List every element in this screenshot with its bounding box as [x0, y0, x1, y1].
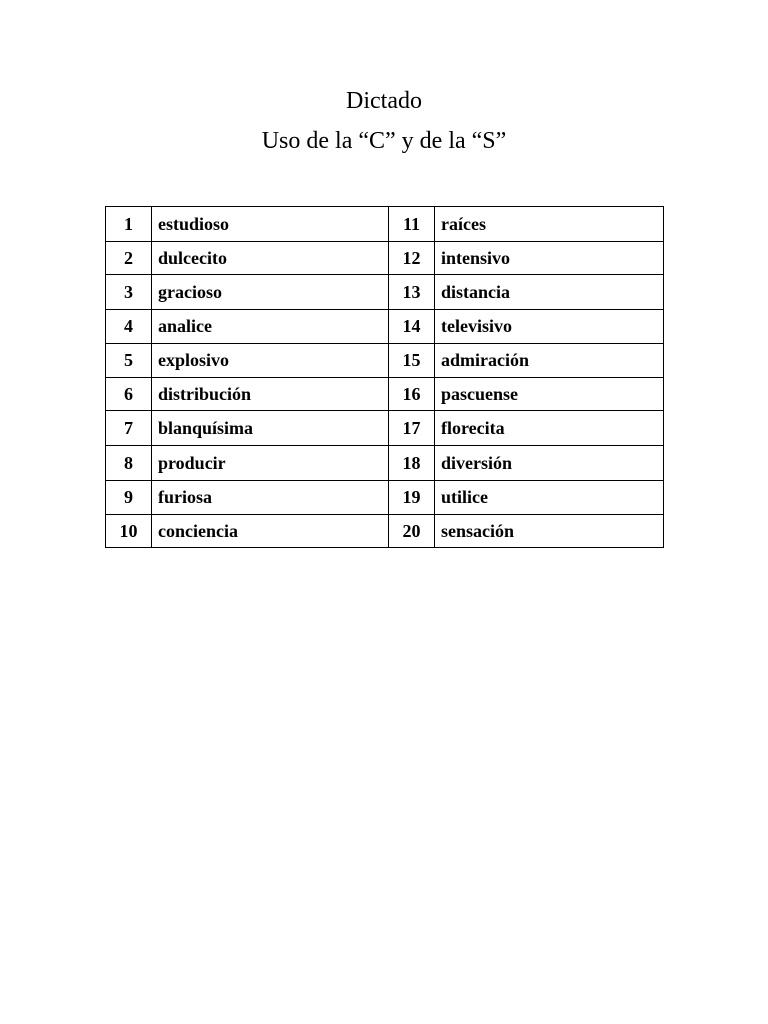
item-word: conciencia [152, 515, 389, 548]
item-word: gracioso [152, 275, 389, 310]
item-number: 14 [389, 310, 435, 344]
table-row [106, 515, 664, 548]
item-word: blanquísima [152, 411, 389, 446]
item-number: 4 [106, 310, 152, 344]
item-word: explosivo [152, 344, 389, 378]
item-number: 17 [389, 411, 435, 446]
table-row [106, 310, 664, 344]
item-number: 8 [106, 446, 152, 481]
table-row [106, 481, 664, 515]
table-row [106, 275, 664, 310]
item-number: 19 [389, 481, 435, 515]
word-table [105, 206, 664, 548]
item-word: producir [152, 446, 389, 481]
item-word: dulcecito [152, 242, 389, 275]
item-number: 11 [389, 207, 435, 242]
item-word: sensación [435, 515, 664, 548]
item-word: distribución [152, 378, 389, 411]
item-number: 18 [389, 446, 435, 481]
item-number: 15 [389, 344, 435, 378]
item-number: 13 [389, 275, 435, 310]
document-subtitle: Uso de la “C” y de la “S” [261, 128, 507, 154]
item-number: 12 [389, 242, 435, 275]
item-word: admiración [435, 344, 664, 378]
table-row [106, 207, 664, 242]
item-word: distancia [435, 275, 664, 310]
table-row [106, 378, 664, 411]
item-word: utilice [435, 481, 664, 515]
item-number: 7 [106, 411, 152, 446]
item-word: furiosa [152, 481, 389, 515]
item-word: estudioso [152, 207, 389, 242]
item-number: 10 [106, 515, 152, 548]
item-number: 16 [389, 378, 435, 411]
item-number: 6 [106, 378, 152, 411]
item-word: intensivo [435, 242, 664, 275]
item-word: televisivo [435, 310, 664, 344]
item-number: 9 [106, 481, 152, 515]
item-number: 2 [106, 242, 152, 275]
document-title: Dictado [346, 88, 422, 114]
item-number: 20 [389, 515, 435, 548]
item-word: raíces [435, 207, 664, 242]
item-word: pascuense [435, 378, 664, 411]
item-word: analice [152, 310, 389, 344]
item-word: diversión [435, 446, 664, 481]
table-row [106, 411, 664, 446]
table-row [106, 242, 664, 275]
table-row [106, 344, 664, 378]
item-word: florecita [435, 411, 664, 446]
table-row [106, 446, 664, 481]
item-number: 3 [106, 275, 152, 310]
item-number: 1 [106, 207, 152, 242]
item-number: 5 [106, 344, 152, 378]
